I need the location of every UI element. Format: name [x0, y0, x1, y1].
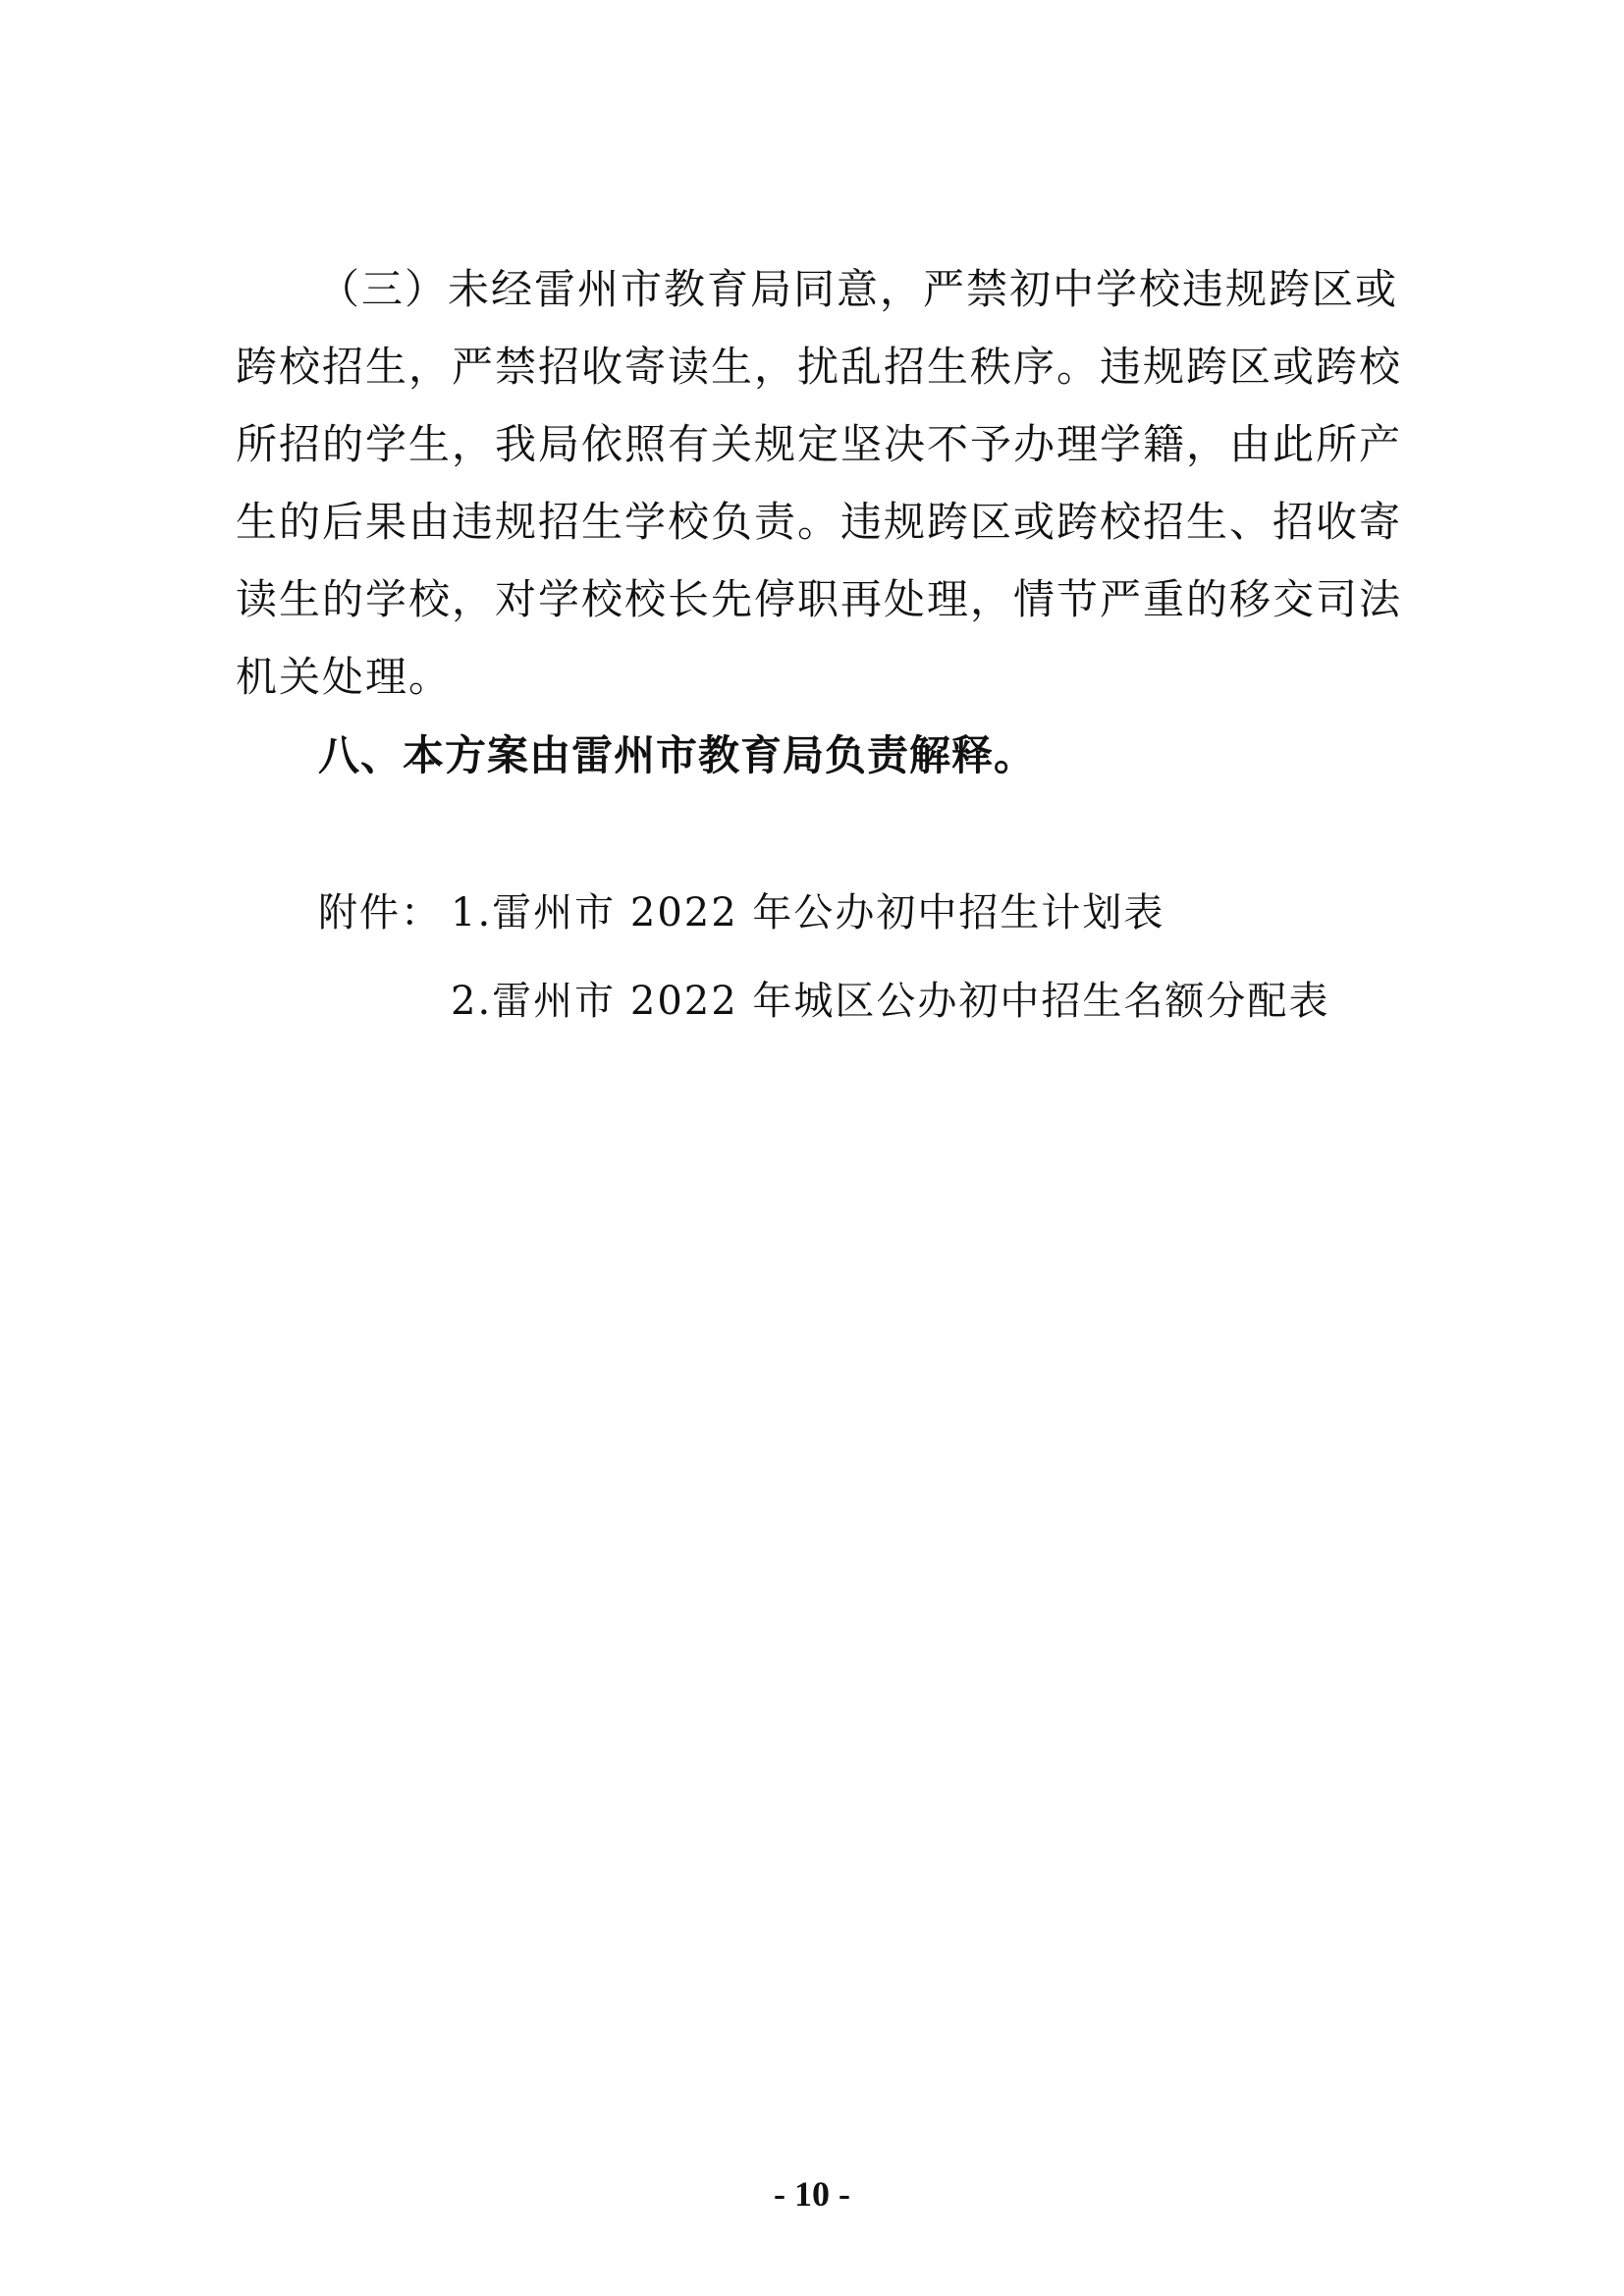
paragraph-line: （三）未经雷州市教育局同意，严禁初中学校违规跨区或 [318, 265, 1399, 313]
paragraph-line: 读生的学校，对学校校长先停职再处理，情节严重的移交司法 [236, 575, 1403, 623]
paragraph-line: 生的后果由违规招生学校负责。违规跨区或跨校招生、招收寄 [236, 498, 1403, 546]
attachment-item: 2.雷州市 2022 年城区公办初中招生名额分配表 [451, 979, 1330, 1024]
section-eight-heading: 八、本方案由雷州市教育局负责解释。 [318, 731, 1037, 779]
attachments-label: 附件： [318, 890, 442, 935]
page-number: - 10 - [774, 2174, 850, 2214]
paragraph-line: 所招的学生，我局依照有关规定坚决不予办理学籍，由此所产 [236, 420, 1403, 468]
attachment-item: 1.雷州市 2022 年公办初中招生计划表 [451, 890, 1165, 935]
paragraph-three [236, 250, 1403, 716]
paragraph-line: 机关处理。 [236, 653, 453, 701]
paragraph-line: 跨校招生，严禁招收寄读生，扰乱招生秩序。违规跨区或跨校 [236, 343, 1403, 391]
